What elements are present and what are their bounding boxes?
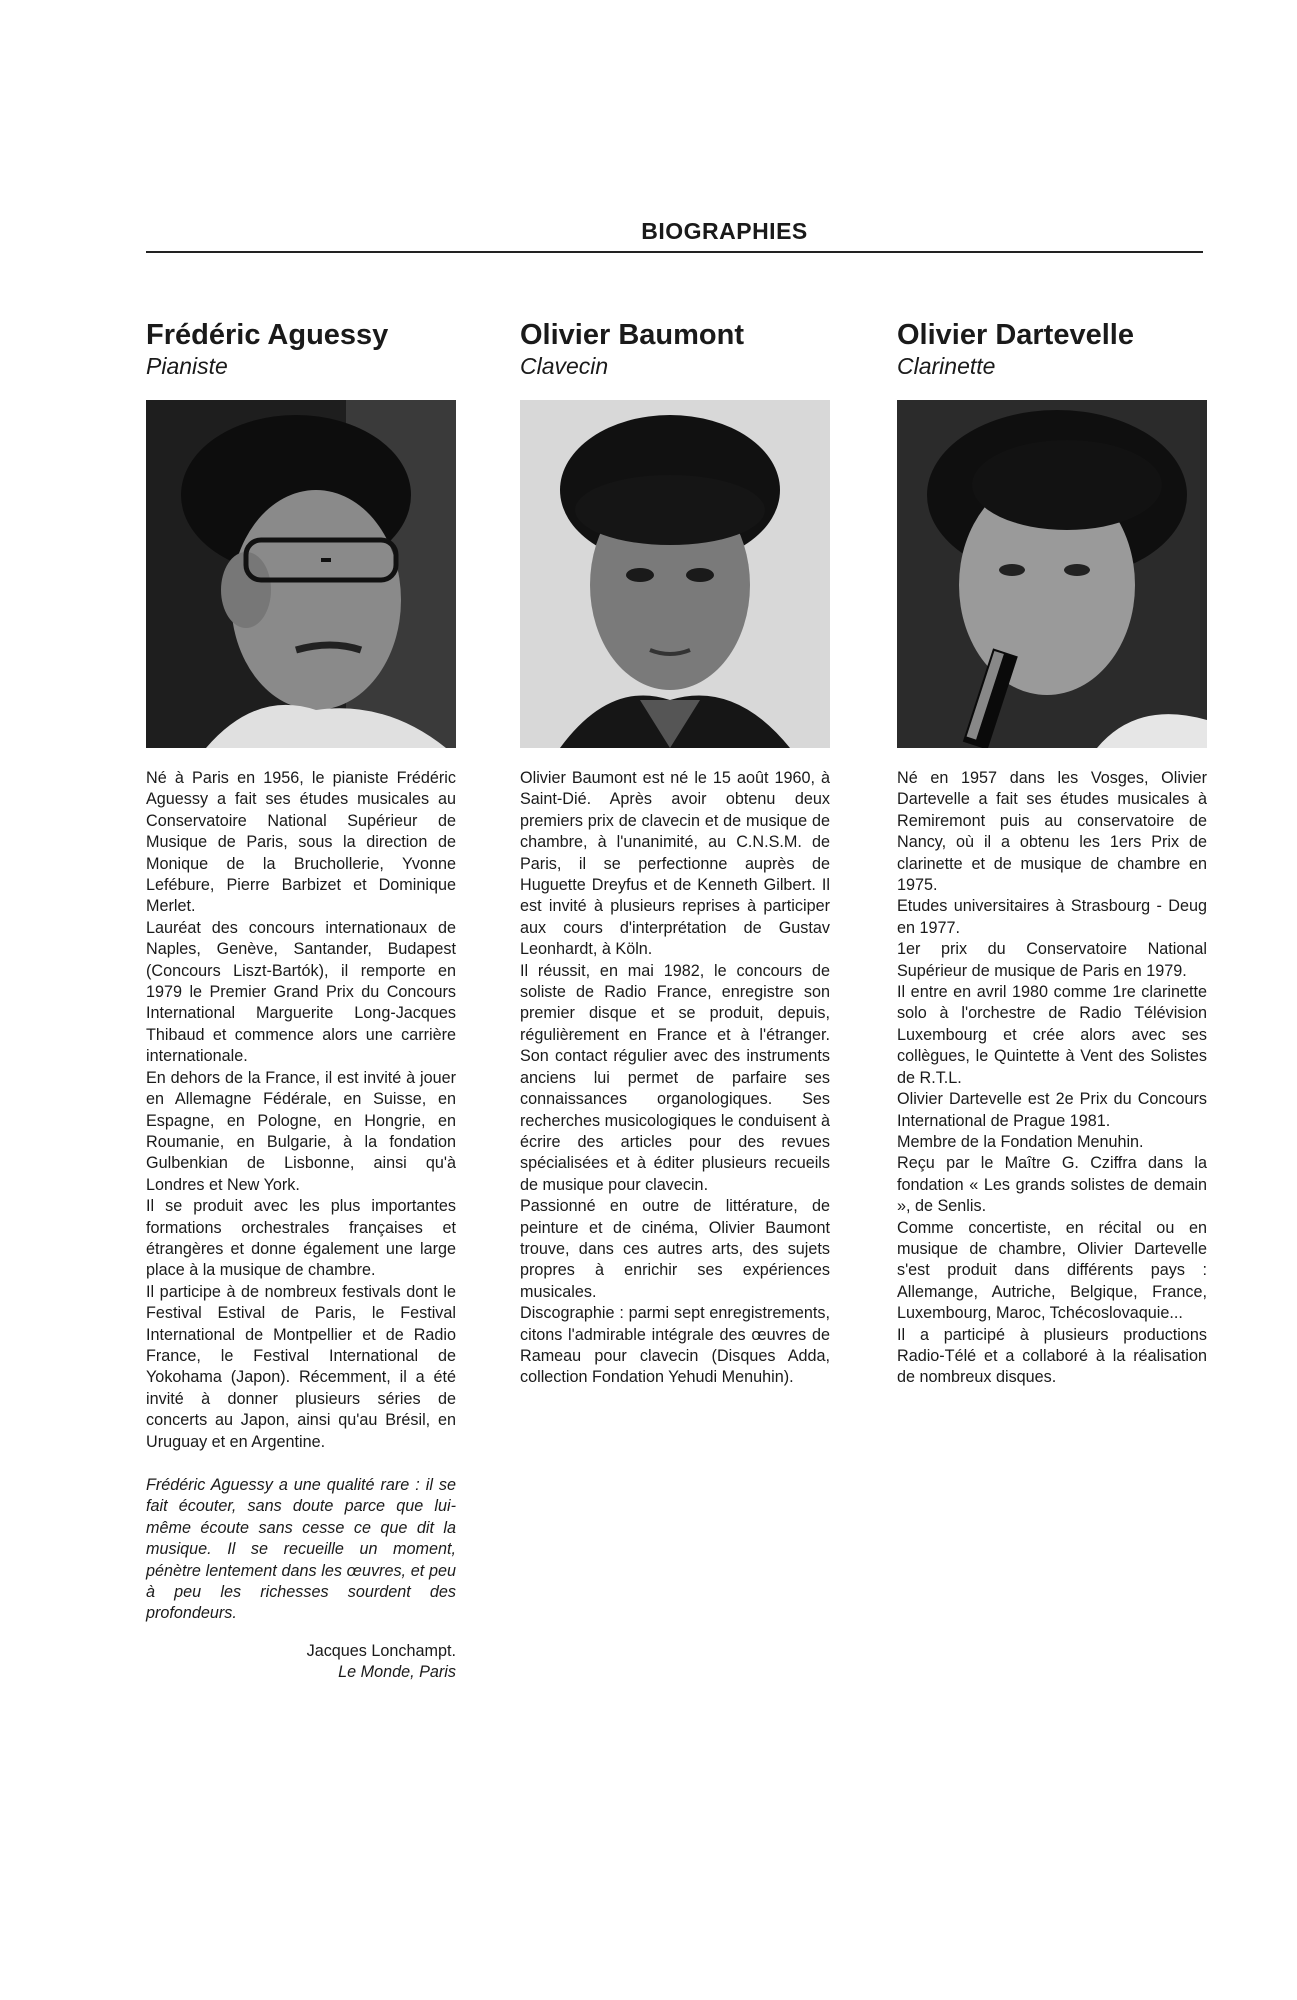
quote-author: Jacques Lonchampt. xyxy=(306,1642,456,1661)
portrait-photo xyxy=(897,400,1207,748)
bio-paragraph: 1er prix du Conservatoire National Supérieur de musique de Paris en 1979. xyxy=(897,940,1207,980)
bio-paragraph: Lauréat des concours internationaux de Naples, Genève, Santander, Budapest (Concours Liszt-Bartók), il remporte en 1979 le Premier Grand Prix du Concours International Marguerite Long-Jacques Thibaud et commence alors une carrière internationale. xyxy=(146,918,456,1066)
artist-role: Clarinette xyxy=(897,353,996,379)
bio-paragraph: Etudes universitaires à Strasbourg - Deug en 1977. xyxy=(897,897,1207,937)
bio-paragraph: Passionné en outre de littérature, de peinture et de cinéma, Olivier Baumont trouve, dans ces autres arts, des sujets propres à enrichir ses expériences musicales. xyxy=(520,1197,830,1301)
bio-paragraph: En dehors de la France, il est invité à jouer en Allemagne Fédérale, en Suisse, en Espagne, en Pologne, en Hongrie, en Roumanie, en Bulgarie, à la fondation Gulbenkian de Lisbonne, ainsi qu'à Londres et New York. xyxy=(146,1068,456,1194)
artist-role: Clavecin xyxy=(520,353,609,379)
bio-paragraph: Membre de la Fondation Menuhin. xyxy=(897,1132,1144,1151)
artist-column-dartevelle xyxy=(897,318,1207,1389)
page-title: BIOGRAPHIES xyxy=(641,218,808,244)
artist-name: Olivier Baumont xyxy=(520,319,744,351)
bio-paragraph: Olivier Baumont est né le 15 août 1960, à Saint-Dié. Après avoir obtenu deux premiers prix de clavecin et de musique de chambre, à l'unanimité, au C.N.S.M. de Paris, il se perfectionne auprès de Huguette Dreyfus et de Kenneth Gilbert. Il est invité à plusieurs reprises à participer aux cours d'interprétation de Gustav Leonhardt, à Köln. xyxy=(520,769,830,959)
portrait-photo xyxy=(520,400,830,748)
bio-paragraph: Il a participé à plusieurs productions Radio-Télé et a collaboré à la réalisation de nombreux disques. xyxy=(897,1325,1207,1387)
bio-paragraph: Discographie : parmi sept enregistrements, citons l'admirable intégrale des œuvres de Rameau pour clavecin (Disques Adda, collection Fondation Yehudi Menuhin). xyxy=(520,1304,830,1387)
bio-paragraph: Comme concertiste, en récital ou en musique de chambre, Olivier Dartevelle s'est produit dans différents pays : Allemange, Autriche, Belgique, France, Luxembourg, Maroc, Tchécoslovaquie... xyxy=(897,1218,1207,1323)
artist-name: Olivier Dartevelle xyxy=(897,319,1134,351)
bio-paragraph: Né en 1957 dans les Vosges, Olivier Dartevelle a fait ses études musicales à Remiremont puis au conservatoire de Nancy, où il a obtenu les 1ers Prix de clarinette et de musique de chambre en 1975. xyxy=(897,769,1207,895)
page-header xyxy=(146,218,1203,253)
artist-biography xyxy=(146,768,456,1453)
artist-biography xyxy=(897,768,1207,1389)
bio-paragraph: Né à Paris en 1956, le pianiste Frédéric Aguessy a fait ses études musicales au Conservatoire National Supérieur de Musique de Paris, sous la direction de Monique de la Bruchollerie, Yvonne Lefébure, Pierre Barbizet et Dominique Merlet. xyxy=(146,769,456,916)
bio-paragraph: Il participe à de nombreux festivals dont le Festival Estival de Paris, le Festival International de Montpellier et de Radio France, le Festival International de Yokohama (Japon). Récemment, il a été invité à donner plusieurs séries de concerts au Japon, ainsi qu'au Brésil, en Uruguay et en Argentine. xyxy=(146,1282,456,1451)
artist-biography xyxy=(520,768,830,1389)
press-quote: Frédéric Aguessy a une qualité rare : il se fait écouter, sans doute parce que lui-même écoute sans cesse ce que dit la musique. Il se recueille un moment, pénètre lentement dans les œuvres, et peu à peu les richesses sourdent des profondeurs. xyxy=(146,1476,456,1623)
bio-paragraph: Il réussit, en mai 1982, le concours de soliste de Radio France, enregistre son premier disque et se produit, depuis, régulièrement en France et à l'étranger. Son contact régulier avec des instruments anciens lui permet de parfaire ses connaissances organologiques. Ses recherches musicologiques le conduisent à écrire des articles pour des revues spécialisées et à éditer plusieurs recueils de musique pour clavecin. xyxy=(520,961,830,1194)
bio-paragraph: Il entre en avril 1980 comme 1re clarinette solo à l'orchestre de Radio Télévision Luxembourg et crée alors avec ses collègues, le Quintette à Vent des Solistes de R.T.L. xyxy=(897,983,1207,1087)
portrait-photo xyxy=(146,400,456,748)
artist-column-aguessy xyxy=(146,318,456,1684)
bio-paragraph: Olivier Dartevelle est 2e Prix du Concours International de Prague 1981. xyxy=(897,1090,1207,1130)
bio-paragraph: Reçu par le Maître G. Cziffra dans la fondation « Les grands solistes de demain », de Senlis. xyxy=(897,1154,1207,1216)
bio-paragraph: Il se produit avec les plus importantes formations orchestrales françaises et étrangères et donne également une large place à la musique de chambre. xyxy=(146,1197,456,1280)
artist-name: Frédéric Aguessy xyxy=(146,319,389,351)
artist-column-baumont xyxy=(520,318,830,1389)
artist-role: Pianiste xyxy=(146,353,228,379)
quote-source: Le Monde, Paris xyxy=(338,1663,456,1682)
